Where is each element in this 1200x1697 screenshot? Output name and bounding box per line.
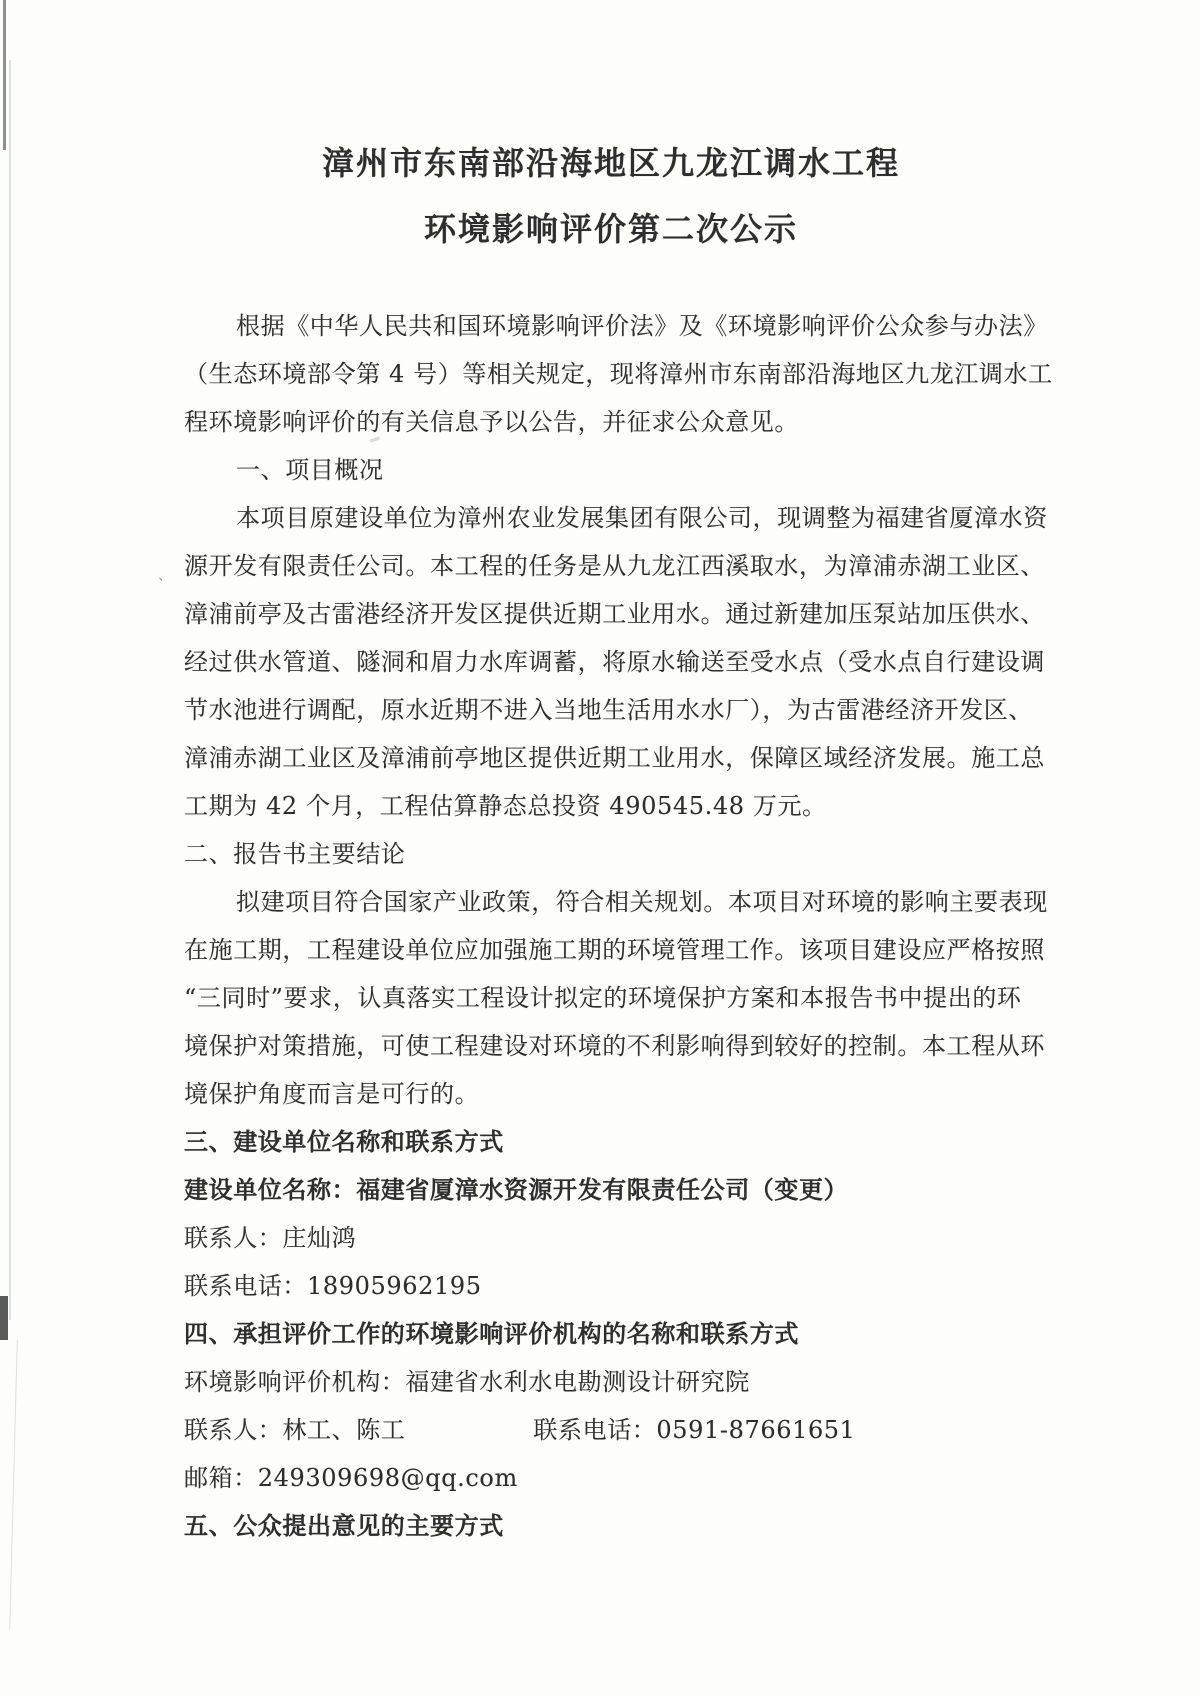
intro-line-3: 程环境影响评价的有关信息予以公告，并征求公众意见。: [184, 408, 799, 436]
scan-artifact: [9, 60, 11, 1320]
document-title-line-2: 环境影响评价第二次公示: [423, 210, 798, 248]
heading-section-3: 三、建设单位名称和联系方式: [184, 1127, 504, 1156]
document-body: [184, 302, 1053, 1550]
para-conclusion-line-1: 拟建项目符合国家产业政策，符合相关规划。本项目对环境的影响主要表现: [236, 888, 1048, 916]
para-project-line-3: 漳浦前亭及古雷港经济开发区提供近期工业用水。通过新建加压泵站加压供水、: [184, 600, 1045, 628]
para-project-line-4: 经过供水管道、隧洞和眉力水库调蓄，将原水输送至受水点（受水点自行建设调: [184, 648, 1045, 676]
para-conclusion-line-4: 境保护对策措施，可使工程建设对环境的不利影响得到较好的控制。本工程从环: [184, 1032, 1045, 1060]
para-conclusion-line-5: 境保护角度而言是可行的。: [184, 1080, 480, 1108]
para-project-line-1: 本项目原建设单位为漳州农业发展集团有限公司，现调整为福建省厦漳水资: [236, 504, 1048, 532]
para-project-line-7: 工期为 42 个月，工程估算静态总投资 490545.48 万元。: [184, 792, 827, 820]
eia-agency-line: 环境影响评价机构：福建省水利水电勘测设计研究院: [184, 1368, 750, 1396]
heading-section-5: 五、公众提出意见的主要方式: [184, 1511, 504, 1540]
para-project-line-2: 源开发有限责任公司。本工程的任务是从九龙江西溪取水，为漳浦赤湖工业区、: [184, 552, 1045, 580]
para-project-line-6: 漳浦赤湖工业区及漳浦前亭地区提供近期工业用水，保障区域经济发展。施工总: [184, 744, 1045, 772]
scan-artifact: 、: [158, 568, 172, 584]
heading-section-2: 二、报告书主要结论: [184, 840, 406, 868]
owner-phone-line: 联系电话：18905962195: [184, 1272, 482, 1300]
eia-contact-line: [184, 1406, 1042, 1454]
scan-artifact: [9, 1340, 18, 1630]
owner-name-line: 建设单位名称：福建省厦漳水资源开发有限责任公司（变更）: [184, 1175, 849, 1204]
para-conclusion-line-3: “三同时”要求，认真落实工程设计拟定的环境保护方案和本报告书中提出的环: [184, 984, 1022, 1012]
para-project-line-5: 节水池进行调配，原水近期不进入当地生活用水水厂），为古雷港经济开发区、: [184, 696, 1033, 724]
document-title: [182, 130, 1040, 262]
eia-contact-phone: 联系电话：0591-87661651: [533, 1416, 856, 1444]
intro-line-2: （生态环境部令第 4 号）等相关规定，现将漳州市东南部沿海地区九龙江调水工: [184, 360, 1053, 388]
scan-artifact: [3, 0, 6, 150]
owner-contact-line: 联系人：庄灿鸿: [184, 1224, 357, 1252]
eia-contact-person: 联系人：林工、陈工: [184, 1416, 406, 1444]
scan-artifact: [0, 1296, 8, 1340]
eia-email-line: 邮箱：249309698@qq.com: [184, 1464, 518, 1492]
heading-section-4: 四、承担评价工作的环境影响评价机构的名称和联系方式: [184, 1319, 799, 1348]
document-title-line-1: 漳州市东南部沿海地区九龙江调水工程: [321, 144, 900, 182]
intro-line-1: 根据《中华人民共和国环境影响评价法》及《环境影响评价公众参与办法》: [236, 312, 1048, 340]
heading-section-1: 一、项目概况: [236, 456, 384, 484]
para-conclusion-line-2: 在施工期，工程建设单位应加强施工期的环境管理工作。该项目建设应严格按照: [184, 936, 1045, 964]
